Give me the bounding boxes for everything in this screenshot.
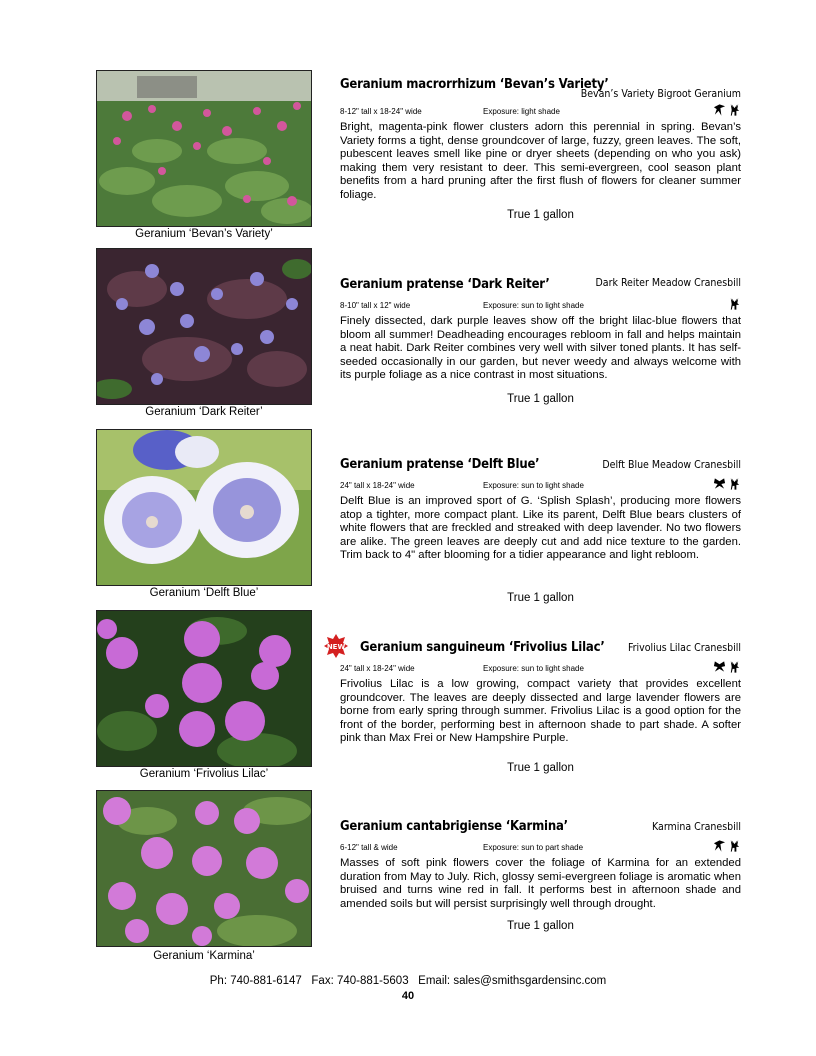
plant-title: Geranium macrorrhizum ‘Bevan’s Variety’ bbox=[340, 77, 609, 92]
deer-icon bbox=[728, 839, 741, 853]
common-name: Dark Reiter Meadow Cranesbill bbox=[595, 277, 741, 289]
footer-contact: Ph: 740-881-6147 Fax: 740-881-5603 Email: sales@smithsgardensinc.com bbox=[209, 975, 607, 987]
container-size: True 1 gallon bbox=[507, 209, 574, 221]
exposure-spec: Exposure: sun to light shade bbox=[483, 664, 584, 673]
exposure-spec: Exposure: sun to light shade bbox=[483, 301, 584, 310]
plant-title: Geranium pratense ‘Delft Blue’ bbox=[340, 457, 540, 472]
plant-title: Geranium pratense ‘Dark Reiter’ bbox=[340, 277, 550, 292]
size-spec: 6-12" tall & wide bbox=[340, 843, 398, 852]
hummingbird-icon bbox=[713, 103, 726, 117]
container-size: True 1 gallon bbox=[507, 762, 574, 774]
hummingbird-icon bbox=[713, 839, 726, 853]
photo-caption: Geranium ‘Bevan’s Variety’ bbox=[135, 228, 273, 240]
common-name: Delft Blue Meadow Cranesbill bbox=[602, 459, 741, 471]
container-size: True 1 gallon bbox=[507, 592, 574, 604]
plant-title: Geranium sanguineum ‘Frivolius Lilac’ bbox=[360, 640, 605, 655]
plant-description: Finely dissected, dark purple leaves show off the bright lilac-blue flowers that bloom all summer! Deadheading encourages rebloom in fall and helps maintain a neat habit. Dark Reiter combines very well with silver toned plants. It has self-seeded occasionally in our garden, but never weedy and always welcome with its purple foliage as a nice contrast in most situations. bbox=[340, 315, 741, 381]
size-spec: 8-10" tall x 12" wide bbox=[340, 301, 411, 310]
plant-photo bbox=[96, 790, 312, 947]
common-name: Bevan’s Variety Bigroot Geranium bbox=[580, 88, 741, 100]
plant-description: Frivolius Lilac is a low growing, compact variety that provides excellent groundcover. The leaves are deeply dissected and large lavender flowers are borne from early spring through summer. Frivolius Lilac is a good option for the front of the border, performing best in afternoon shade to part shade. A softer pink than Max Frei or New Hampshire Purple. bbox=[340, 678, 741, 744]
size-spec: 24" tall x 18-24" wide bbox=[340, 664, 415, 673]
exposure-spec: Exposure: sun to part shade bbox=[483, 843, 584, 852]
deer-icon bbox=[728, 477, 741, 491]
container-size: True 1 gallon bbox=[507, 393, 574, 405]
photo-caption: Geranium ‘Karmina’ bbox=[153, 950, 255, 962]
plant-description: Bright, magenta-pink flower clusters adorn this perennial in spring. Bevan’s Variety forms a tight, dense groundcover of large, fuzzy, green leaves. The soft, pubescent leaves smell like pine or dryer sheets (depending on who you ask) making them very resistant to deer. This semi-evergreen, cool season plant benefits from a hard pruning after the first flush of flowers for cleaner summer foliage. bbox=[340, 121, 741, 201]
plant-description: Masses of soft pink flowers cover the foliage of Karmina for an extended duration from May to July. Rich, glossy semi-evergreen foliage is aromatic when bruised and turns wine red in fall. It performs best in afternoon shade and amended soils but will persist surprisingly well through drought. bbox=[340, 857, 741, 910]
exposure-spec: Exposure: sun to light shade bbox=[483, 481, 584, 490]
plant-photo bbox=[96, 429, 312, 586]
exposure-spec: Exposure: light shade bbox=[483, 107, 560, 116]
plant-photo bbox=[96, 248, 312, 405]
deer-icon bbox=[728, 103, 741, 117]
deer-icon bbox=[728, 297, 741, 311]
new-badge-icon bbox=[324, 634, 348, 658]
page-number: 40 bbox=[401, 990, 415, 1002]
container-size: True 1 gallon bbox=[507, 920, 574, 932]
plant-photo bbox=[96, 70, 312, 227]
photo-caption: Geranium ‘Frivolius Lilac’ bbox=[139, 768, 269, 780]
common-name: Frivolius Lilac Cranesbill bbox=[627, 642, 741, 654]
butterfly-icon bbox=[713, 477, 726, 491]
plant-title: Geranium cantabrigiense ‘Karmina’ bbox=[340, 819, 568, 834]
size-spec: 8-12" tall x 18-24" wide bbox=[340, 107, 422, 116]
photo-caption: Geranium ‘Delft Blue’ bbox=[149, 587, 259, 599]
common-name: Karmina Cranesbill bbox=[652, 821, 741, 833]
photo-caption: Geranium ‘Dark Reiter’ bbox=[145, 406, 263, 418]
plant-description: Delft Blue is an improved sport of G. ‘Splish Splash’, producing more flowers atop a tighter, more compact plant. Like its parent, Delft Blue bears clusters of white flowers that are freckled and streaked with deep lavender. No two flowers are alike. The green leaves are deeply cut and add nice texture to the garden. Trim back to 4" after blooming for a tidier appearance and light rebloom. bbox=[340, 495, 741, 561]
new-badge-label: NEW bbox=[326, 643, 346, 651]
butterfly-icon bbox=[713, 660, 726, 674]
deer-icon bbox=[728, 660, 741, 674]
size-spec: 24" tall x 18-24" wide bbox=[340, 481, 415, 490]
plant-photo bbox=[96, 610, 312, 767]
